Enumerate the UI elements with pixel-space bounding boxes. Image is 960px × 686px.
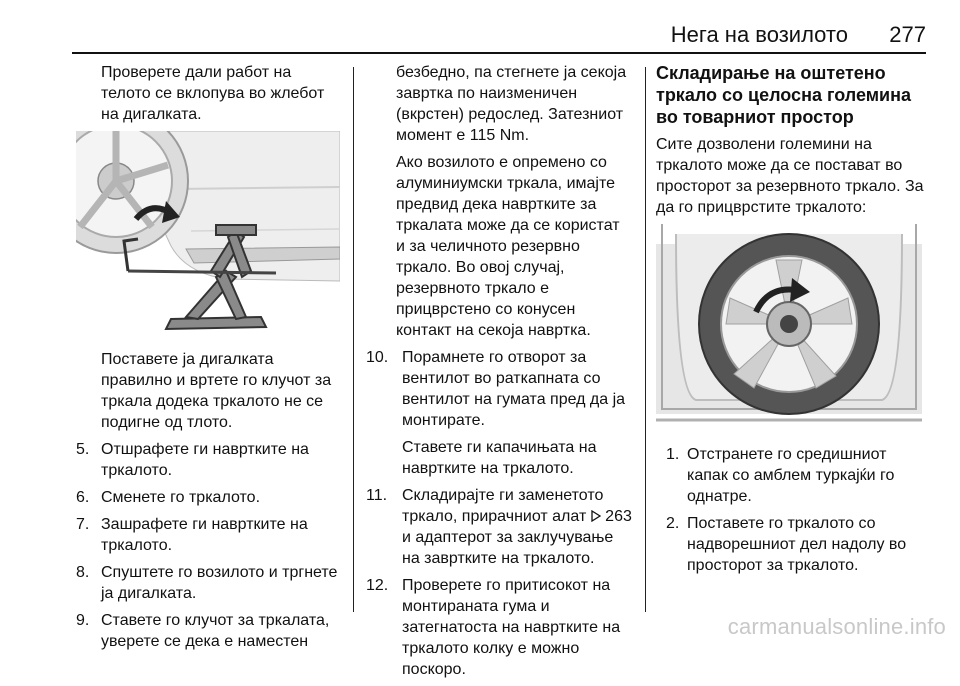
step-number: 8. [76,564,90,581]
header-rule [72,52,926,54]
col3-intro: Сите дозволени големини на тркалото може да се постават во просторот за резервното тркало. За да го прицврстите тркалото: [656,136,924,216]
step-text: Отстранете го средишниот капак со амблем туркајќи го однатре. [687,446,895,505]
col2-aluminium-note: Ако возилото е опремено со алуминиумски тркала, имајте предвид дека навртките за тркалата може да се користат и за челичното резервно тркало. Во овој случај, резервното тркало е прицврстено со конусен контакт на секоја навртка. [396,154,620,339]
step-number: 9. [76,612,90,629]
step-text: Проверете го притисокот на монтираната гума и затегнатоста на навртките на тркалото колку е можно поскоро. [402,577,621,678]
step-text: Спуштете го возилото и тргнете ја дигалката. [101,564,338,602]
step-number: 11. [366,487,388,504]
watermark: carmanualsonline.info [727,614,946,639]
step-12 [366,575,632,680]
step-number: 12. [366,577,389,594]
column-3 [656,62,926,582]
triangle-right-icon [591,510,601,522]
step-7 [76,514,344,556]
section-title: Складирање на оштетено тркало со целосна големина во товарниот простор [656,63,911,127]
step-number: 7. [76,516,90,533]
column-divider-2 [645,67,646,612]
page-reference[interactable]: 263 [605,508,632,525]
step-text-continued: и адаптерот за заклучување на завртките на тркалото. [402,529,614,567]
step-9 [76,610,344,652]
column-divider-1 [353,67,354,612]
step-number: 6. [76,489,90,506]
spare-wheel-illustration [656,224,922,434]
column-1 [76,62,344,658]
step-text: Складирајте ги заменетото тркало, прирачниот алат [402,487,604,525]
header-title: Нега на возилото [670,22,848,47]
col1-caption: Поставете ја дигалката правилно и вртете го клучот за тркала додека тркалото не се подигне од тлото. [101,351,332,431]
col2-continuation: безбедно, па стегнете ја секоја завртка по наизменичен (вкрстен) редослед. Затезниот момент е 115 Nm. [396,64,627,144]
step-10 [366,347,632,431]
page-header [72,0,926,52]
step-number: 10. [366,349,389,366]
step-1 [656,444,926,507]
step-number: 2. [666,515,680,532]
step-number: 5. [76,441,90,458]
step-text: Поставете го тркалото со надворешниот дел надолу во просторот за тркалото. [687,515,907,574]
jack-illustration [76,131,340,339]
step-text: Зашрафете ги навртките на тркалото. [101,516,308,554]
step-5 [76,439,344,481]
col1-intro: Проверете дали работ на телото се вклопува во жлебот на дигалката. [101,64,325,123]
step-11 [366,485,632,569]
step-text: Отшрафете ги навртките на тркалото. [101,441,309,479]
page-number: 277 [889,22,926,47]
step-text: Сменете го тркалото. [101,489,261,506]
step-text: Ставете го клучот за тркалата, уверете се дека е наместен [101,612,330,650]
step-10-note: Ставете ги капачињата на навртките на тркалото. [402,439,597,477]
step-text: Порамнете го отворот за вентилот во раткапната со вентилот на гумата пред да ја монтирате. [402,349,626,429]
step-number: 1. [666,446,680,463]
step-2 [656,513,926,576]
step-8 [76,562,344,604]
column-2 [366,62,632,686]
step-6 [76,487,344,508]
